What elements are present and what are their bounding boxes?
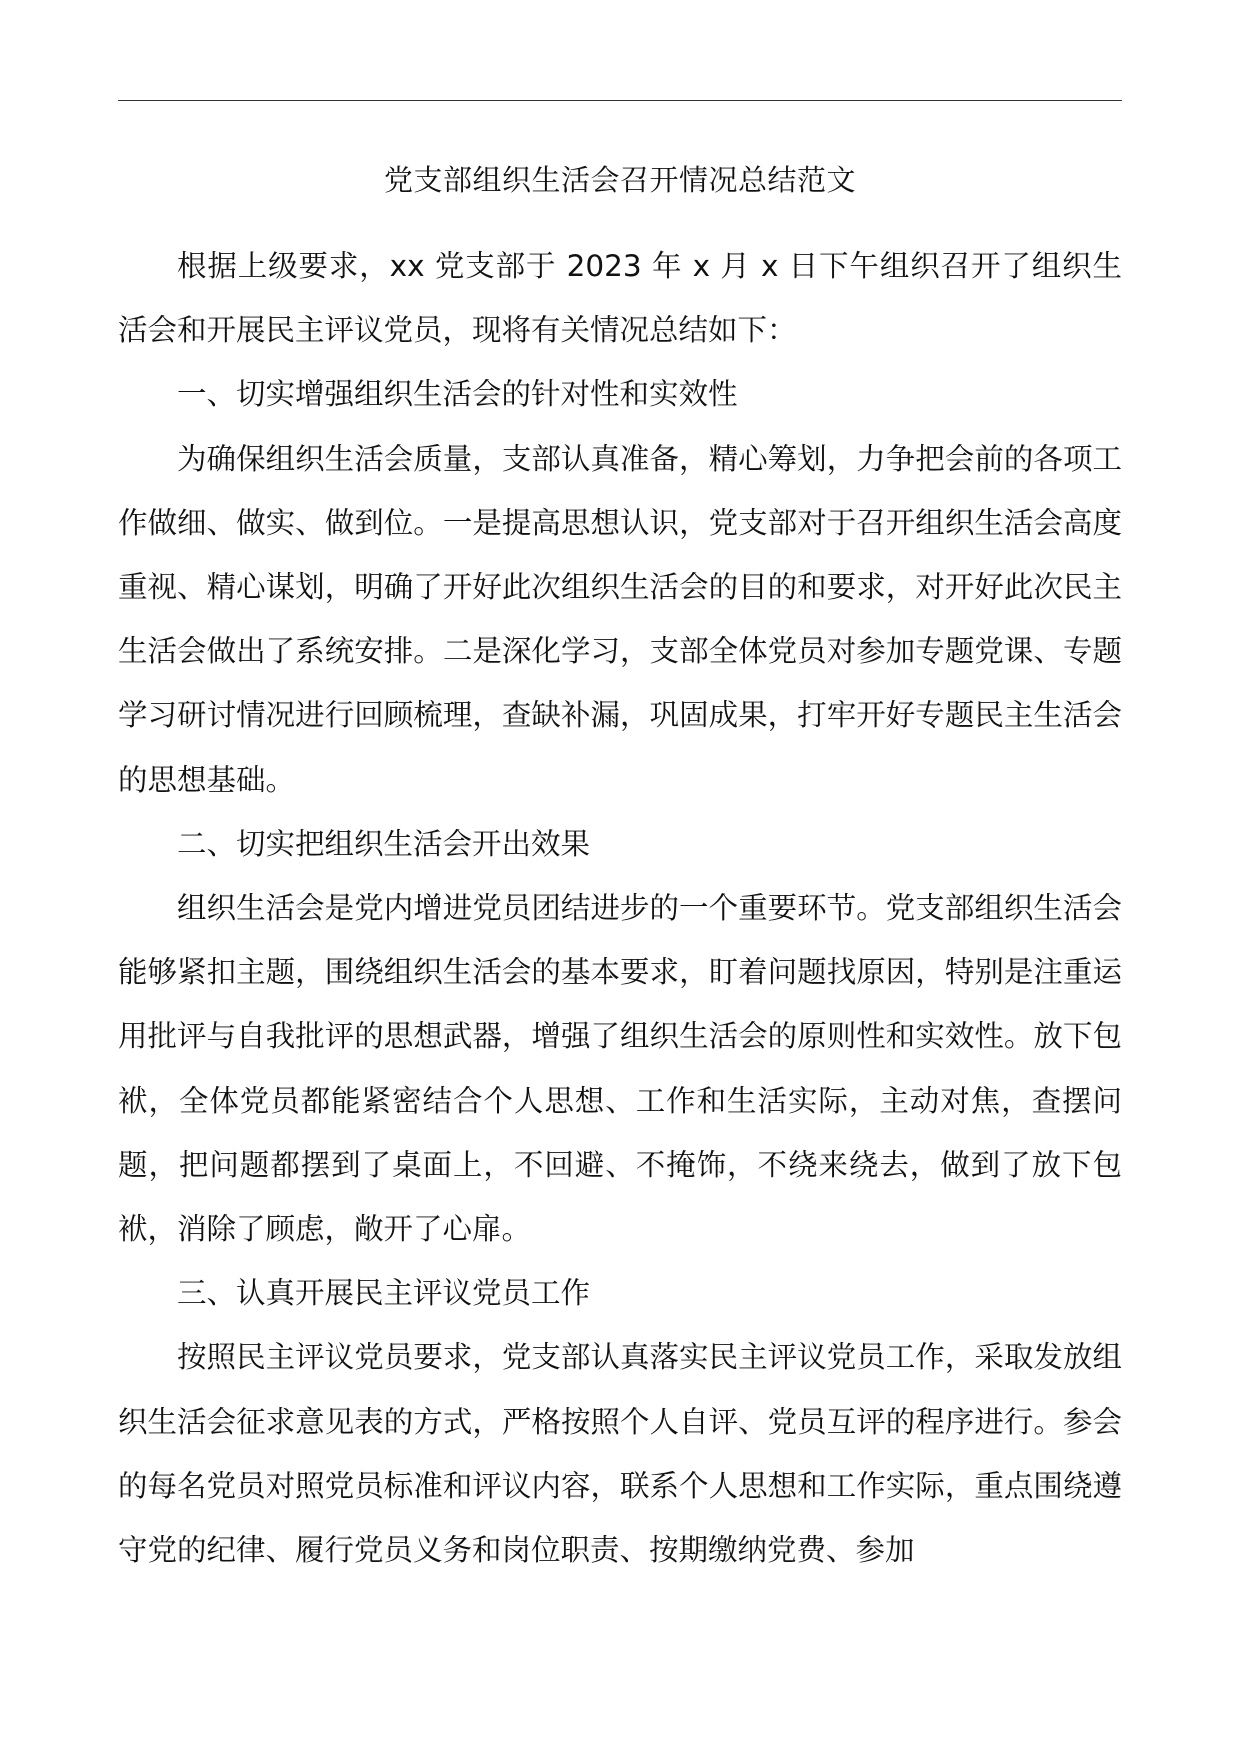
intro-paragraph: 根据上级要求，xx 党支部于 2023 年 x 月 x 日下午组织召开了组织生活会和开展民主评议党员，现将有关情况总结如下： (118, 249, 1122, 348)
section-heading-1: 一、切实增强组织生活会的针对性和实效性 (177, 377, 738, 412)
header-rule (118, 100, 1122, 101)
section-2-paragraph: 组织生活会是党内增进党员团结进步的一个重要环节。党支部组织生活会能够紧扣主题，围绕组织生活会的基本要求，盯着问题找原因，特别是注重运用批评与自我批评的思想武器，增强了组织生活会的原则性和实效性。放下包袱，全体党员都能紧密结合个人思想、工作和生活实际，主动对焦，查摆问题，把问题都摆到了桌面上，不回避、不掩饰，不绕来绕去，做到了放下包袱，消除了顾虑，敞开了心扉。 (118, 891, 1122, 1247)
document-title: 党支部组织生活会召开情况总结范文 (383, 163, 856, 197)
section-heading-2: 二、切实把组织生活会开出效果 (177, 826, 591, 861)
section-heading-3: 三、认真开展民主评议党员工作 (177, 1276, 591, 1311)
document-body (118, 234, 1122, 1582)
section-1-paragraph: 为确保组织生活会质量，支部认真准备，精心筹划，力争把会前的各项工作做细、做实、做到位。一是提高思想认识，党支部对于召开组织生活会高度重视、精心谋划，明确了开好此次组织生活会的目的和要求，对开好此次民主生活会做出了系统安排。二是深化学习，支部全体党员对参加专题党课、专题学习研讨情况进行回顾梳理，查缺补漏，巩固成果，打牢开好专题民主生活会的思想基础。 (118, 441, 1122, 797)
section-3-paragraph: 按照民主评议党员要求，党支部认真落实民主评议党员工作，采取发放组织生活会征求意见表的方式，严格按照个人自评、党员互评的程序进行。参会的每名党员对照党员标准和评议内容，联系个人思想和工作实际，重点围绕遵守党的纪律、履行党员义务和岗位职责、按期缴纳党费、参加 (118, 1340, 1122, 1568)
